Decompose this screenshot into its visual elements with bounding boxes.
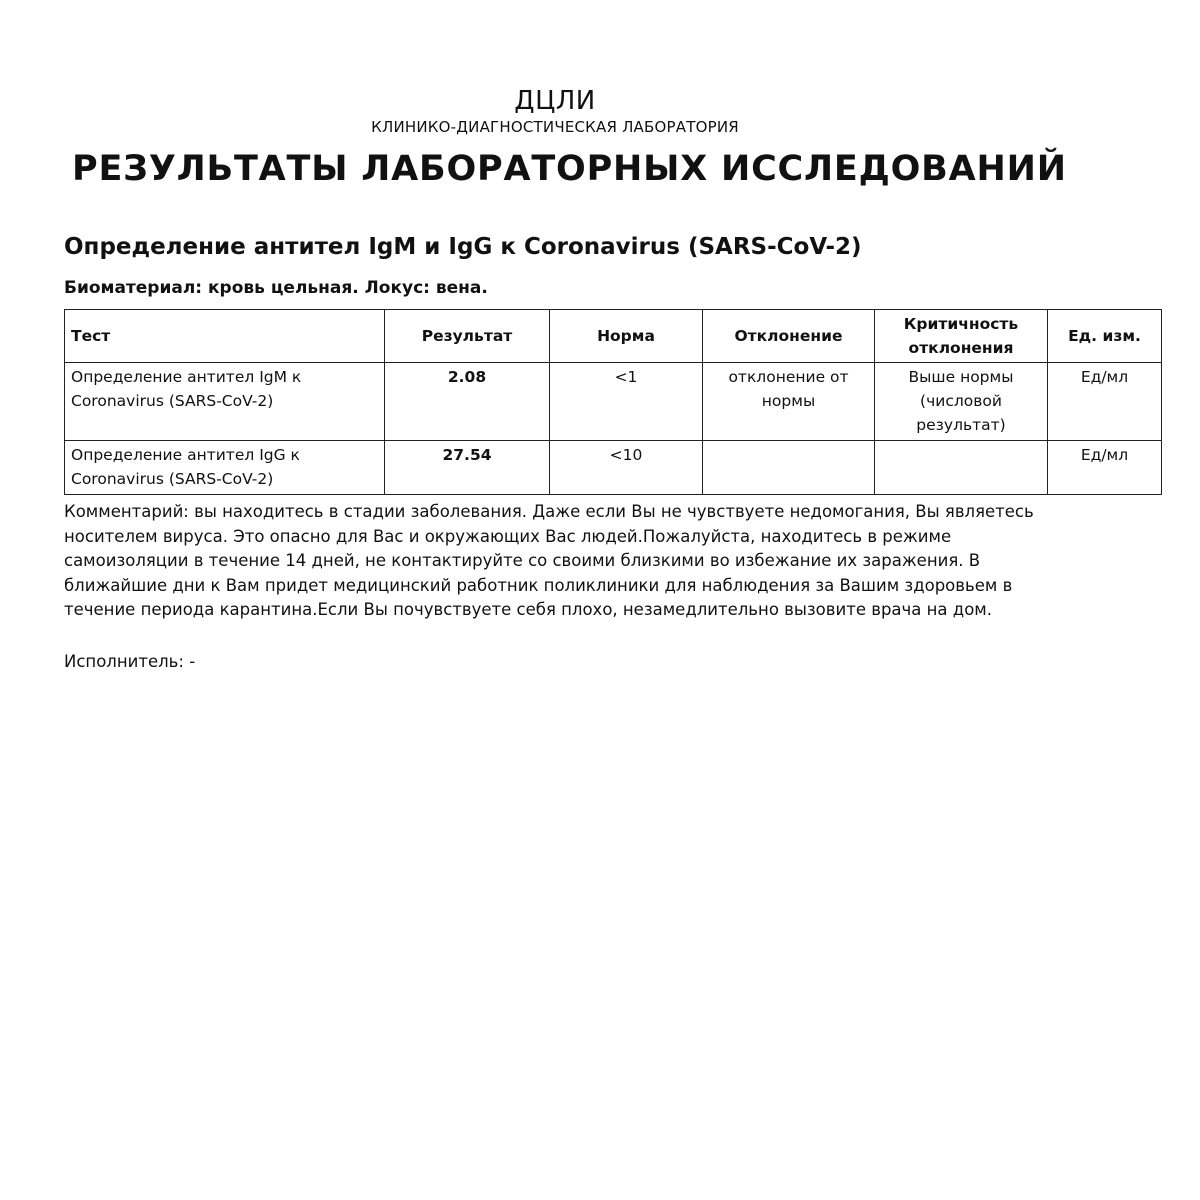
table-row [65, 441, 1162, 495]
cell-unit: Ед/мл [1048, 441, 1162, 495]
lab-name: ДЦЛИ [514, 86, 596, 116]
results-table [64, 309, 1162, 495]
cell-unit: Ед/мл [1048, 363, 1162, 441]
biomaterial-info: Биоматериал: кровь цельная. Локус: вена. [64, 278, 488, 298]
table-row [65, 363, 1162, 441]
document-title: РЕЗУЛЬТАТЫ ЛАБОРАТОРНЫХ ИССЛЕДОВАНИЙ [72, 149, 1067, 189]
lab-subtitle: КЛИНИКО-ДИАГНОСТИЧЕСКАЯ ЛАБОРАТОРИЯ [371, 118, 739, 136]
cell-deviation [703, 441, 875, 495]
comment-text: Комментарий: вы находитесь в стадии заболевания. Даже если Вы не чувствуете недомогания, Вы являетесь носителем вируса. Это опасно для Вас и окружающих Вас людей.Пожалуйста, находитесь в режиме самоизоляции в течение 14 дней, не контактируйте со своими близкими во избежание их заражения. В ближайшие дни к Вам придет медицинский работник поликлиники для наблюдения за Вашим здоровьем в течение периода карантина.Если Вы почувствуете себя плохо, незамедлительно вызовите врача на дом. [64, 502, 1034, 619]
cell-deviation: отклонение от нормы [703, 363, 875, 441]
cell-norm: <10 [550, 441, 703, 495]
cell-result: 27.54 [385, 441, 550, 495]
performer-line: Исполнитель: - [64, 652, 196, 671]
column-header-norm: Норма [550, 310, 703, 363]
cell-criticality: Выше нормы (числовой результат) [875, 363, 1048, 441]
cell-result: 2.08 [385, 363, 550, 441]
cell-norm: <1 [550, 363, 703, 441]
column-header-unit: Ед. изм. [1048, 310, 1162, 363]
cell-test: Определение антител IgM к Coronavirus (SARS-CoV-2) [65, 363, 385, 441]
cell-criticality [875, 441, 1048, 495]
study-name: Определение антител IgM и IgG к Coronavirus (SARS-CoV-2) [64, 234, 862, 260]
cell-test: Определение антител IgG к Coronavirus (SARS-CoV-2) [65, 441, 385, 495]
column-header-result: Результат [385, 310, 550, 363]
table-header-row [65, 310, 1162, 363]
column-header-test: Тест [65, 310, 385, 363]
column-header-criticality: Критичность отклонения [875, 310, 1048, 363]
column-header-deviation: Отклонение [703, 310, 875, 363]
